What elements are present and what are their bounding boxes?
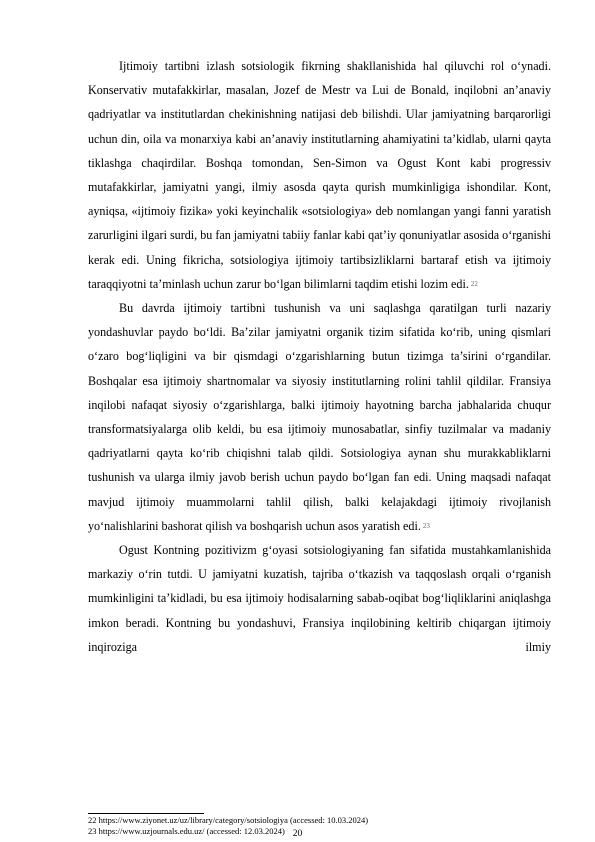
- footnote-23: 23 https://www.uzjournals.edu.uz/ (accessed: 12.03.2024): [88, 825, 285, 836]
- footnote-22: 22 https://www.ziyonet.uz/uz/library/category/sotsiologiya (accessed: 10.03.2024): [88, 815, 369, 825]
- page-number: 20: [292, 829, 303, 839]
- paragraph-2: [88, 296, 551, 538]
- footnote-divider: [88, 813, 204, 814]
- paragraph-2-text: Bu davrda ijtimoiy tartibni tushunish va uni saqlashga qaratilgan turli nazariy yondashuvlar paydo bo‘ldi. Ba’zilar jamiyatni organik tizim sifatida ko‘rib, uning qismlari o‘zaro bog‘liqligini va bir qismdagi o‘zgarishlarning butun tizimga ta’sirini o‘rgandilar. Boshqalar esa ijtimoiy shartnomalar va siyosiy institutlarning rolini tahlil qildilar. Fransiya inqilobi nafaqat siyosiy o‘zgarishlarga, balki ijtimoiy hayotning barcha jabhalarida chuqur transformatsiyalarga olib keldi, bu esa ijtimoiy munosabatlar, sinfiy tuzilmalar va madaniy qadriyatlarni qayta ko‘rib chiqishni talab qildi. Sotsiologiya aynan shu murakkabliklarni tushunish va ularga ilmiy javob berish uchun paydo bo‘lgan fan edi. Uning maqsadi nafaqat mavjud ijtimoiy muammolarni tahlil qilish, balki kelajakdagi ijtimoiy rivojlanish yo‘nalishlarini bashorat qilish va boshqarish uchun asos yaratish edi.: [88, 301, 551, 533]
- footnote-marker-23[interactable]: 23: [422, 521, 430, 530]
- paragraph-1-text: Ijtimoiy tartibni izlash sotsiologik fikrning shakllanishida hal qiluvchi rol o‘ynadi. Konservativ mutafakkirlar, masalan, Jozef de Mestr va Lui de Bonald, inqilobni an’anaviy qadriyatlar va institutlardan chekinishning natijasi deb bilishdi. Ular jamiyatning barqarorligi uchun din, oila va monarxiya kabi an’anaviy institutlarning ahamiyatini ta’kidlab, ularni qayta tiklashga chaqirdilar. Boshqa tomondan, Sen-Simon va Ogust Kont kabi progressiv mutafakkirlar, jamiyatni yangi, ilmiy asosda qayta qurish mumkinligiga ishondilar. Kont, ayniqsa, «ijtimoiy fizika» yoki keyinchalik «sotsiologiya» deb nomlangan yangi fanni yaratish zarurligini ilgari surdi, bu fan jamiyatni tabiiy fanlar kabi qat’iy qonuniyatlar asosida o‘rganishi kerak edi. Uning fikricha, sotsiologiya ijtimoiy tartibsizliklarni bartaraf etish va ijtimoiy taraqqiyotni ta’minlash uchun zarur bo‘lgan bilimlarni taqdim etishi lozim edi.: [88, 59, 551, 291]
- footnote-marker-22[interactable]: 22: [470, 279, 478, 288]
- paragraph-1: [88, 54, 551, 296]
- paragraph-3: [88, 538, 551, 659]
- body-text: [88, 54, 551, 659]
- paragraph-3-text: Ogust Kontning pozitivizm g‘oyasi sotsiologiyaning fan sifatida mustahkamlanishida markaziy o‘rin tutdi. U jamiyatni kuzatish, tajriba o‘tkazish va taqqoslash orqali o‘rganish mumkinligini ta’kidladi, bu esa ijtimoiy hodisalarning sabab-oqibat bog‘liqliklarini aniqlashga imkon beradi. Kontning bu yondashuvi, Fransiya inqilobining keltirib chiqargan ijtimoiy inqiroziga ilmiy: [88, 543, 551, 654]
